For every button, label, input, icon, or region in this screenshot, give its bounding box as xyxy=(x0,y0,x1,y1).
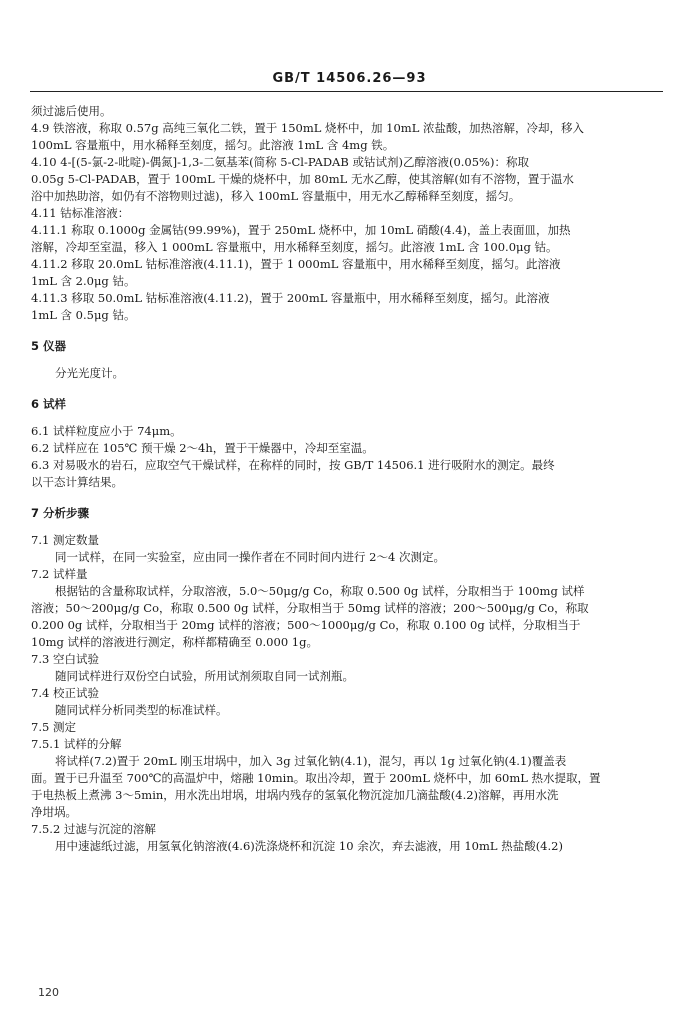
text-line: 1mL 含 0.5μg 钴。 xyxy=(31,308,136,322)
text-line: 0.200 0g 试样，分取相当于 20mg 试样的溶液；500～1000μg/g Co，称取 0.100 0g 试样，分取相当于 xyxy=(31,618,581,632)
section-5-body: 分光光度计。 xyxy=(55,366,124,380)
subsection-heading: 7.5 测定 xyxy=(31,720,76,734)
text-line: 浴中加热助溶，如仍有不溶物则过滤)，移入 100mL 容量瓶中，用无水乙醇稀释至刻度，摇匀。 xyxy=(31,189,521,203)
text-line: 10mg 试样的溶液进行测定，称样都精确至 0.000 1g。 xyxy=(31,635,318,649)
text-line: 4.11.3 移取 50.0mL 钴标准溶液(4.11.2)，置于 200mL 容量瓶中，用水稀释至刻度，摇匀。此溶液 xyxy=(31,291,550,305)
text-line: 须过滤后使用。 xyxy=(31,104,112,118)
standard-code-header: GB/T 14506.26—93 xyxy=(272,71,427,86)
subsection-heading: 7.1 测定数量 xyxy=(31,533,99,547)
text-line: 随同试样分析同类型的标准试样。 xyxy=(55,703,228,717)
text-line: 4.11.1 称取 0.1000g 金属钴(99.99%)，置于 250mL 烧杯中，加 10mL 硝酸(4.4)，盖上表面皿，加热 xyxy=(31,223,571,237)
text-line: 4.11 钴标准溶液： xyxy=(31,206,130,220)
header-rule xyxy=(30,91,663,92)
text-line: 将试样(7.2)置于 20mL 刚玉坩埚中，加入 3g 过氧化钠(4.1)，混匀，再以 1g 过氧化钠(4.1)覆盖表 xyxy=(55,754,567,768)
text-line: 根据钴的含量称取试样，分取溶液，5.0～50μg/g Co，称取 0.500 0g 试样，分取相当于 100mg 试样 xyxy=(55,584,585,598)
text-line: 4.11.2 移取 20.0mL 钴标准溶液(4.11.1)，置于 1 000mL 容量瓶中，用水稀释至刻度，摇匀。此溶液 xyxy=(31,257,561,271)
subsection-heading: 7.4 校正试验 xyxy=(31,686,99,700)
text-line: 于电热板上煮沸 3～5min，用水洗出坩埚，坩埚内残存的氢氧化物沉淀加几滴盐酸(4.2)溶解，再用水洗 xyxy=(31,788,559,802)
text-line: 随同试样进行双份空白试验，所用试剂须取自同一试剂瓶。 xyxy=(55,669,354,683)
text-line: 6.1 试样粒度应小于 74μm。 xyxy=(31,424,182,438)
section-5-heading: 5 仪器 xyxy=(31,339,67,353)
text-line: 6.3 对易吸水的岩石，应取空气干燥试样，在称样的同时，按 GB/T 14506.1 进行吸附水的测定。最终 xyxy=(31,458,555,472)
page-number: 120 xyxy=(38,986,59,999)
subsection-heading: 7.5.2 过滤与沉淀的溶解 xyxy=(31,822,156,836)
section-7-heading: 7 分析步骤 xyxy=(31,506,90,520)
text-line: 4.9 铁溶液，称取 0.57g 高纯三氧化二铁，置于 150mL 烧杯中，加 10mL 浓盐酸，加热溶解，冷却，移入 xyxy=(31,121,585,135)
text-line: 4.10 4-[(5-氯-2-吡啶)-偶氮]-1,3-二氨基苯(简称 5-Cl-PADAB 或钴试剂)乙醇溶液(0.05%)：称取 xyxy=(31,155,529,169)
subsection-heading: 7.5.1 试样的分解 xyxy=(31,737,122,751)
text-line: 6.2 试样应在 105℃ 预干燥 2～4h，置于干燥器中，冷却至室温。 xyxy=(31,441,374,455)
text-line: 同一试样，在同一实验室，应由同一操作者在不同时间内进行 2～4 次测定。 xyxy=(55,550,445,564)
subsection-heading: 7.3 空白试验 xyxy=(31,652,99,666)
text-line: 0.05g 5-Cl-PADAB，置于 100mL 干燥的烧杯中，加 80mL 无水乙醇，使其溶解(如有不溶物，置于温水 xyxy=(31,172,574,186)
text-line: 溶解，冷却至室温，移入 1 000mL 容量瓶中，用水稀释至刻度，摇匀。此溶液 1mL 含 100.0μg 钴。 xyxy=(31,240,558,254)
text-line: 用中速滤纸过滤，用氢氧化钠溶液(4.6)洗涤烧杯和沉淀 10 余次，弃去滤液，用 10mL 热盐酸(4.2) xyxy=(55,839,563,853)
text-line: 净坩埚。 xyxy=(31,805,77,819)
text-line: 1mL 含 2.0μg 钴。 xyxy=(31,274,136,288)
text-line: 溶液；50～200μg/g Co，称取 0.500 0g 试样，分取相当于 50mg 试样的溶液；200～500μg/g Co，称取 xyxy=(31,601,589,615)
text-line: 面。置于已升温至 700℃的高温炉中，熔融 10min。取出冷却，置于 200mL 烧杯中，加 60mL 热水提取，置 xyxy=(31,771,601,785)
text-line: 100mL 容量瓶中，用水稀释至刻度，摇匀。此溶液 1mL 含 4mg 铁。 xyxy=(31,138,395,152)
text-line: 以干态计算结果。 xyxy=(31,475,123,489)
section-6-heading: 6 试样 xyxy=(31,397,67,411)
page-content xyxy=(31,103,626,855)
subsection-heading: 7.2 试样量 xyxy=(31,567,88,581)
